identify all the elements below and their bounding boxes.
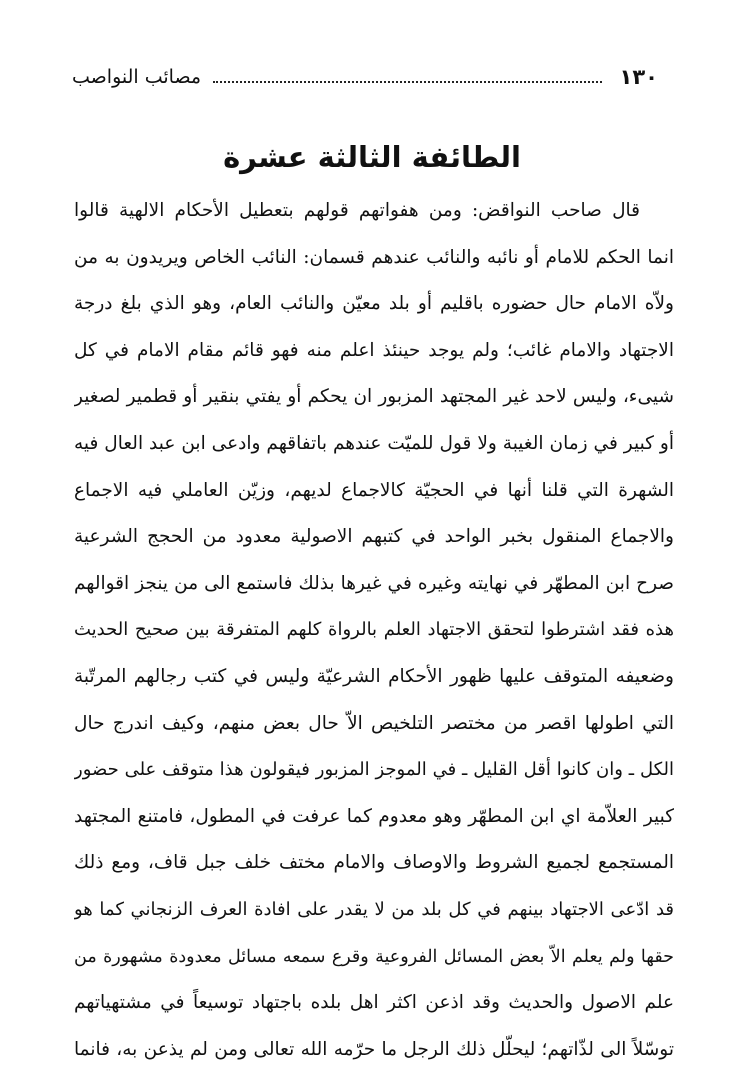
- body-text: [74, 188, 674, 1073]
- text-line: انما الحكم للامام أو نائبه والنائب عندهم قسمان: النائب الخاص ويريدون به من: [74, 246, 674, 268]
- text-line: أو كبير في زمان الغيبة ولا قول للميّت عندهم باتفاقهم وادعى ابن عبد العال فيه: [74, 432, 674, 454]
- text-line: قد ادّعى الاجتهاد بينهم في كل بلد من لا يقدر على افادة العرف الزنجاني كما هو: [74, 898, 674, 920]
- text-line: علم الاصول والحديث وقد اذعن اكثر اهل بلده باجتهاد توسيعاً في مشتهياتهم: [74, 992, 674, 1014]
- text-line: التي اطولها اقصر من مختصر التلخيص الاّ حال بعض منهم، وكيف اندرج حال: [74, 712, 674, 734]
- text-line: قال صاحب النواقض: ومن هفواتهم قولهم بتعطيل الأحكام الالهية قالوا: [74, 200, 640, 221]
- text-line: الاجتهاد والامام غائب؛ ولم يوجد حينئذ اعلم منه فهو قائم مقام الامام في كل: [74, 339, 674, 361]
- text-line: حقها ولم يعلم الاّ بعض المسائل الفروعية وقرع سمعه مسائل معدودة مشهورة من: [74, 946, 674, 967]
- running-header: [72, 62, 658, 92]
- text-line: توسّلاً الى لذّاتهم؛ ليحلّل ذلك الرجل ما حرّمه الله تعالى ومن لم يذعن به، فانما: [74, 1038, 674, 1060]
- text-line: المستجمع لجميع الشروط والاوصاف والامام مختف خلف جبل قاف، ومع ذلك: [74, 852, 674, 874]
- text-line: الكل ـ وان كانوا أقل القليل ـ في الموجز المزبور فيقولون هذا متوقف على حضور: [74, 759, 674, 781]
- section-title: الطائفة الثالثة عشرة: [223, 140, 521, 174]
- dotted-leader: [213, 81, 601, 83]
- text-line: ولاّه الامام حال حضوره باقليم أو بلد معيّن والنائب العام، وهو الذي بلغ درجة: [74, 293, 674, 315]
- page-number: ١٣٠: [619, 65, 658, 89]
- text-line: والاجماع المنقول بخبر الواحد في كتبهم الاصولية معدود من الحجج الشرعية: [74, 526, 674, 548]
- text-line: هذه فقد اشترطوا لتحقق الاجتهاد العلم بالرواة كلهم المتفرقة بين صحيح الحديث: [74, 619, 674, 641]
- text-line: الشهرة التي قلنا أنها في الحجيّة كالاجماع لديهم، وزيّن العاملي فيه الاجماع: [74, 479, 674, 501]
- book-title: مصائب النواصب: [72, 66, 202, 88]
- text-line: كبير العلاّمة اي ابن المطهّر وهو معدوم كما عرفت في المطول، فامتنع المجتهد: [74, 805, 674, 827]
- text-line: وضعيفه المتوقف عليها ظهور الأحكام الشرعيّة وليس في كتب رجالهم المرتّبة: [74, 665, 674, 687]
- text-line: صرح ابن المطهّر في نهايته وغيره في غيرها بذلك فاستمع الى من ينجز اقوالهم: [74, 572, 674, 594]
- text-line: شيىء، وليس لاحد غير المجتهد المزبور ان يحكم أو يفتي بنقير أو قطمير لصغير: [74, 386, 674, 408]
